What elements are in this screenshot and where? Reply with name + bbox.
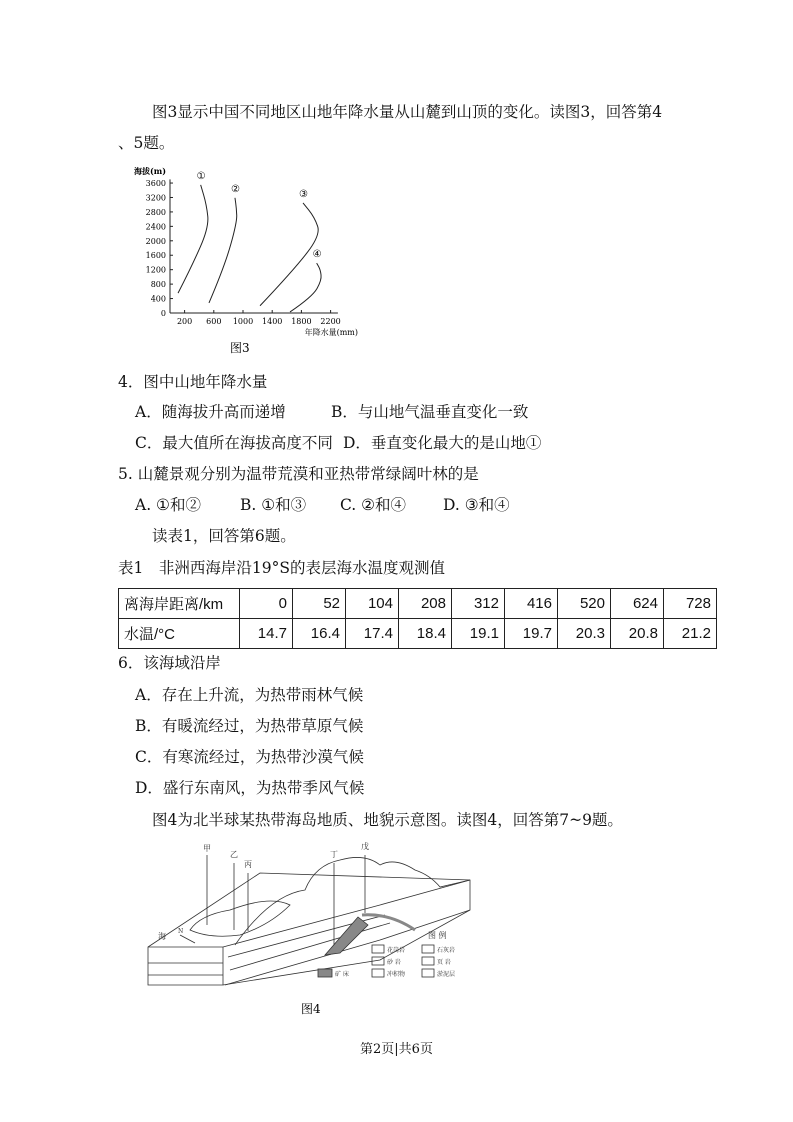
x-tick-label: 200 (176, 317, 193, 326)
q4-option-d: D．垂直变化最大的是山地① (343, 434, 542, 452)
y-tick-label: 3600 (145, 179, 166, 189)
q6-option-a: A．存在上升流，为热带雨林气候 (135, 686, 364, 704)
y-axis-label: 海拔(m) (134, 166, 167, 176)
q4-stem: 4．图中山地年降水量 (118, 373, 268, 391)
y-tick-label: 3200 (145, 193, 166, 203)
x-tick-label: 2200 (320, 317, 341, 326)
table-cell: 20.3 (558, 619, 611, 649)
x-tick-label: 1400 (262, 317, 283, 326)
x-tick-label: 600 (206, 317, 222, 326)
figure-4-caption: 图4 (301, 1002, 321, 1016)
table-cell: 20.8 (611, 619, 664, 649)
q4-option-c: C．最大值所在海拔高度不同 (135, 434, 333, 452)
q6-option-d: D．盛行东南风，为热带季风气候 (135, 779, 365, 797)
y-tick-label: 2400 (145, 222, 166, 232)
table-cell: 728 (664, 589, 717, 619)
q5-option-b: B. ①和③ (240, 496, 307, 514)
series-line-2 (209, 198, 237, 303)
y-tick-label: 1200 (145, 265, 166, 275)
y-tick-label: 2000 (145, 236, 166, 246)
series-label: ③ (299, 188, 308, 200)
legend-item: 石灰岩 (437, 947, 456, 954)
table-cell: 624 (611, 589, 664, 619)
y-tick-label: 800 (150, 280, 166, 290)
table-row-temperature (119, 619, 717, 649)
table-cell: 0 (240, 589, 293, 619)
label-bing: 丙 (244, 860, 252, 869)
row-header: 水温/°C (119, 619, 240, 649)
table-cell: 17.4 (346, 619, 399, 649)
q5-stem: 5. 山麓景观分别为温带荒漠和亚热带常绿阔叶林的是 (118, 465, 479, 483)
q4-option-a: A．随海拔升高而递增 (135, 403, 286, 421)
table-cell: 208 (399, 589, 452, 619)
sea-temperature-table (118, 588, 717, 649)
x-axis-label: 年降水量(mm) (304, 328, 358, 337)
x-tick-label: 1000 (232, 317, 254, 326)
table-cell: 19.7 (505, 619, 558, 649)
table-cell: 520 (558, 589, 611, 619)
table-cell: 104 (346, 589, 399, 619)
table-title: 表1 非洲西海岸沿19°S的表层海水温度观测值 (118, 559, 445, 577)
q5-option-c: C. ②和④ (340, 496, 407, 514)
q4-option-b: B．与山地气温垂直变化一致 (331, 403, 529, 421)
table-cell: 416 (505, 589, 558, 619)
label-yi: 乙 (230, 850, 238, 859)
table-row-distance (119, 589, 717, 619)
page-footer: 第2页|共6页 (360, 1042, 433, 1057)
intro-fig3: 图3显示中国不同地区山地年降水量从山麓到山顶的变化。读图3，回答第4 (152, 103, 663, 121)
y-tick-label: 2800 (145, 207, 166, 217)
legend-title: 图 例 (428, 931, 447, 940)
legend-item: 砂 岩 (387, 959, 401, 966)
legend-item: 花岗岩 (387, 947, 406, 954)
label-jia: 甲 (203, 844, 211, 853)
read-table-instruction: 读表1，回答第6题。 (152, 527, 296, 545)
figure-4-geology-diagram (140, 835, 480, 1025)
sea-label: 海 (158, 932, 166, 941)
legend-item: 冲积物 (387, 971, 406, 978)
series-label: ② (230, 183, 240, 195)
q5-option-d: D. ③和④ (443, 496, 510, 514)
legend-item: 矿 床 (335, 971, 349, 978)
row-header: 离海岸距离/km (119, 589, 240, 619)
q6-option-c: C．有寒流经过，为热带沙漠气候 (135, 748, 364, 766)
figure-3-chart (130, 160, 370, 360)
table-cell: 16.4 (293, 619, 346, 649)
y-tick-label: 0 (160, 309, 166, 318)
table-cell: 312 (452, 589, 505, 619)
chart-title: 图3 (230, 341, 250, 355)
intro-fig3-cont: 、5题。 (118, 134, 175, 152)
y-tick-label: 400 (150, 294, 166, 304)
label-wu: 戊 (361, 842, 369, 851)
series-line-4 (290, 263, 321, 312)
series-label: ④ (312, 249, 322, 261)
q6-stem: 6．该海域沿岸 (118, 654, 221, 672)
table-cell: 21.2 (664, 619, 717, 649)
legend-item: 页 岩 (437, 959, 451, 966)
label-ding: 丁 (330, 850, 338, 859)
intro-fig4: 图4为北半球某热带海岛地质、地貌示意图。读图4，回答第7~9题。 (152, 811, 623, 829)
north-arrow: N (178, 928, 184, 935)
table-cell: 19.1 (452, 619, 505, 649)
q5-option-a: A. ①和② (135, 496, 201, 514)
x-tick-label: 1800 (291, 317, 312, 326)
series-line-3 (260, 203, 318, 306)
table-cell: 18.4 (399, 619, 452, 649)
series-label: ① (196, 170, 206, 182)
q6-option-b: B．有暖流经过，为热带草原气候 (135, 717, 364, 735)
y-tick-label: 1600 (145, 251, 166, 261)
series-line-1 (178, 185, 208, 293)
table-cell: 14.7 (240, 619, 293, 649)
legend-item: 淤泥层 (437, 971, 456, 978)
table-cell: 52 (293, 589, 346, 619)
